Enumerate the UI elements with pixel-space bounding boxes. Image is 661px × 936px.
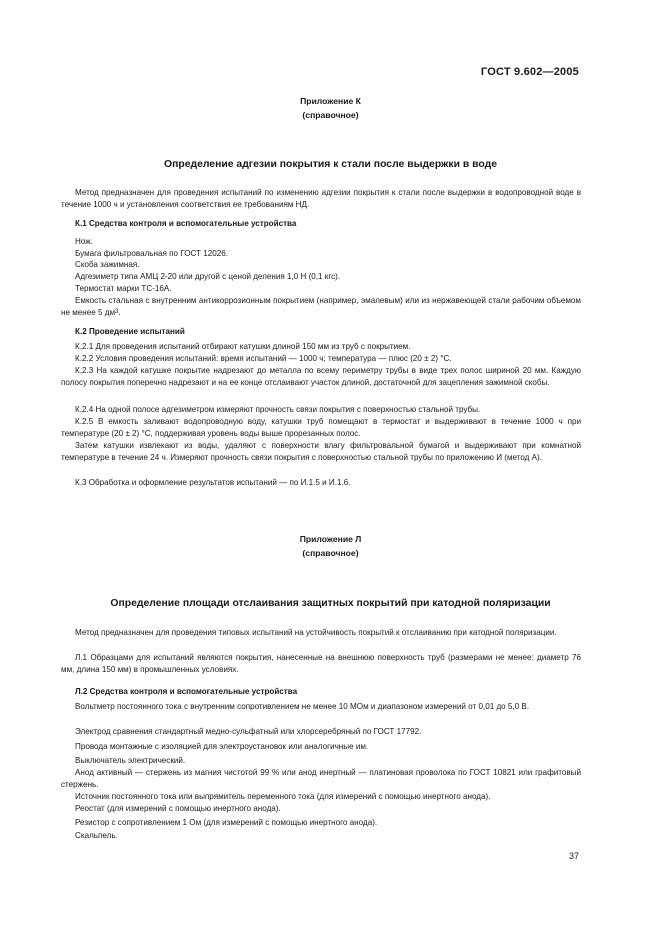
list-item: Электрод сравнения стандартный медно-сульфатный или хлорсеребряный по ГОСТ 17792.: [75, 727, 422, 736]
list-item: Термостат марки ТС-16А.: [75, 284, 172, 293]
annex-l-label: Приложение Л: [299, 534, 362, 544]
list-item: Провода монтажные с изоляцией для электроустановок или аналогичные им.: [75, 742, 369, 751]
unit-exponent: 3: [115, 309, 119, 315]
list-item: Реостат (для измерений с помощью инертного анода).: [75, 804, 281, 813]
clause-k-2-3: К.2.3 На каждой катушке покрытие надрезают до металла по всему периметру трубы в виде трех полос шириной 20 мм. Каждую полосу покрытия поперечно надрезают и на ее конце отслаивают участок длиной, достаточной для зацепления зажимной скобы.: [61, 366, 581, 387]
list-item: Выключатель электрический.: [75, 756, 186, 765]
list-item: Скоба зажимная.: [75, 260, 140, 269]
clause-k-3: К.3 Обработка и оформление результатов испытаний — по И.1.5 и И.1.6.: [75, 478, 351, 487]
list-item: Анод активный — стержень из магния чистотой 99 % или анод инертный — платиновая проволока по ГОСТ 10821 или графитовый стержень.: [61, 768, 581, 789]
clause-k-2-4: К.2.4 На одной полосе адгезиметром измеряют прочность связи покрытия с поверхностью стальной трубы.: [75, 405, 481, 414]
list-item: Скальпель.: [75, 831, 118, 840]
annex-k-section-2-title: К.2 Проведение испытаний: [75, 327, 185, 336]
annex-k-section-1-title: К.1 Средства контроля и вспомогательные устройства: [75, 219, 297, 228]
annex-l-title: Определение площади отслаивания защитных покрытий при катодной поляризации: [110, 598, 551, 609]
annex-l-note: (справочное): [302, 548, 359, 558]
list-item-text: Емкость стальная с внутренним антикоррозионным покрытием (например, эмалевым) или из нержавеющей стали рабочим объемом не менее 5 дм: [61, 296, 581, 317]
annex-k-intro: Метод предназначен для проведения испытаний по изменению адгезии покрытия к стали после выдержки в водопроводной воде в течение 1000 ч и установления соответствия ее требованиям НД.: [61, 188, 581, 209]
page-number: 37: [568, 851, 579, 861]
list-item-vessel: [61, 295, 581, 319]
list-item: Адгезиметр типа АМЦ 2-20 или другой с ценой деления 1,0 Н (0,1 кгс).: [75, 272, 341, 281]
list-item: Резистор с сопротивлением 1 Ом (для измерений с помощью инертного анода).: [75, 818, 378, 827]
list-item-end: .: [118, 308, 121, 317]
list-item: Нож.: [75, 237, 93, 246]
annex-k-note: (справочное): [302, 110, 359, 120]
annex-k-title: Определение адгезии покрытия к стали после выдержки в воде: [163, 159, 497, 170]
list-item: Бумага фильтровальная по ГОСТ 12026.: [75, 249, 229, 258]
annex-k-label: Приложение К: [300, 96, 361, 106]
clause-l-1: Л.1 Образцами для испытаний являются покрытия, нанесенные на внешнюю поверхность труб (размерами не менее: диаметр 76 мм, длина 150 мм) в промышленных условиях.: [61, 653, 581, 674]
clause-k-2-2: К.2.2 Условия проведения испытаний: время испытаний — 1000 ч; температура — плюс (20 ± 2) °С.: [75, 354, 452, 363]
annex-l-section-2-title: Л.2 Средства контроля и вспомогательные устройства: [75, 687, 298, 696]
clause-k-2-1: К.2.1 Для проведения испытаний отбирают катушки длиной 150 мм из труб с покрытием.: [75, 342, 411, 351]
annex-l-intro: Метод предназначен для проведения типовых испытаний на устойчивость покрытий к отслаиванию при катодной поляризации.: [75, 628, 557, 637]
list-item: Источник постоянного тока или выпрямитель переменного тока (для измерений с помощью инертного анода).: [75, 792, 491, 801]
clause-k-2-5: К.2.5 В емкость заливают водопроводную воду, катушки труб помещают в термостат и выдерживают в течение 1000 ч при температуре (20 ± 2) °С, поддерживая уровень воды выше прорезанных полос.: [61, 417, 581, 438]
list-item: Вольтметр постоянного тока с внутренним сопротивлением не менее 10 МОм и диапазоном измерений от 0,01 до 5,0 В.: [75, 702, 530, 711]
clause-k-2-6: Затем катушки извлекают из воды, удаляют с поверхности влагу фильтровальной бумагой и выдерживают при комнатной температуре в течение 24 ч. Измеряют прочность связи покрытия с поверхностью стальной трубы по приложению И (метод А).: [61, 441, 581, 462]
document-number: ГОСТ 9.602—2005: [480, 66, 579, 78]
